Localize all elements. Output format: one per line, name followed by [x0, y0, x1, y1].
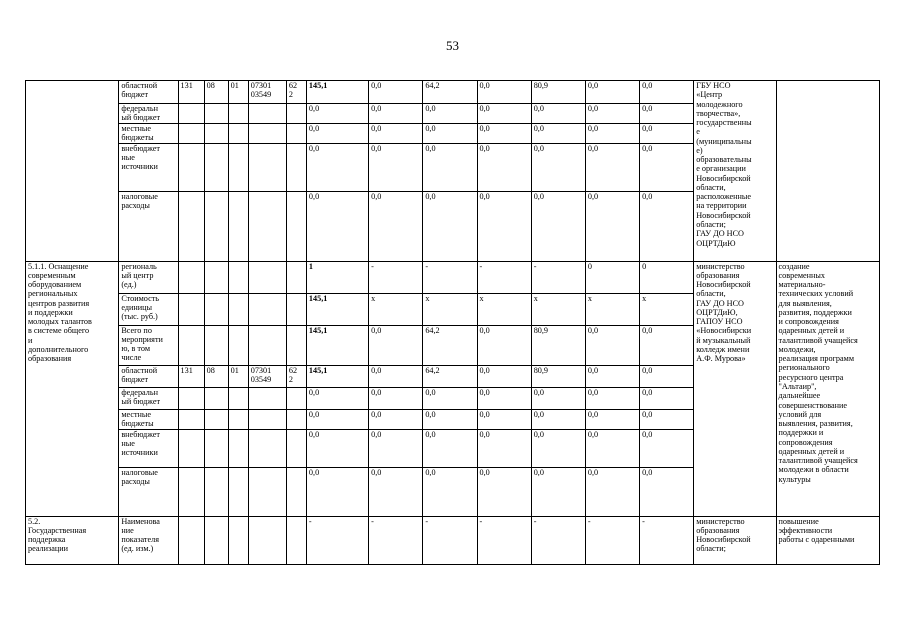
amount-cell: 145,1 — [306, 81, 368, 104]
budget-code-cell — [248, 123, 286, 143]
amount-cell: 0,0 — [640, 325, 694, 365]
amount-cell: 0,0 — [477, 123, 531, 143]
budget-code-cell — [248, 516, 286, 564]
amount-cell: 145,1 — [306, 365, 368, 387]
amount-cell: 0,0 — [423, 467, 477, 516]
amount-cell: 64,2 — [423, 81, 477, 104]
amount-cell: 80,9 — [531, 365, 585, 387]
program-table — [25, 80, 880, 565]
amount-cell: 1 — [306, 261, 368, 293]
budget-code-cell — [228, 143, 248, 191]
table-row — [26, 261, 880, 293]
budget-code-cell — [204, 261, 228, 293]
amount-cell: 0,0 — [585, 365, 639, 387]
budget-code-cell — [178, 191, 204, 261]
source-cell: местные бюджеты — [119, 123, 178, 143]
budget-code-cell — [228, 325, 248, 365]
budget-code-cell — [178, 325, 204, 365]
budget-code-cell — [286, 429, 306, 467]
amount-cell: 0,0 — [423, 104, 477, 124]
amount-cell: 0,0 — [423, 387, 477, 409]
budget-code-cell — [286, 409, 306, 429]
budget-code-cell — [248, 429, 286, 467]
budget-code-cell — [204, 143, 228, 191]
executor-cell: ГБУ НСО «Центр молодежного творчества», государственны е (муниципальны е) образовательны е организации Новосибирской области, расположенные на территории Новосибирской области; ГАУ ДО НСО ОЦРТДиЮ — [694, 81, 776, 262]
amount-cell: 0,0 — [585, 123, 639, 143]
amount-cell: 0,0 — [369, 123, 423, 143]
budget-code-cell — [228, 409, 248, 429]
budget-code-cell: 08 — [204, 81, 228, 104]
budget-code-cell — [204, 123, 228, 143]
budget-code-cell — [178, 293, 204, 325]
amount-cell: 0 — [640, 261, 694, 293]
amount-cell: 0,0 — [640, 191, 694, 261]
amount-cell: - — [306, 516, 368, 564]
amount-cell: 0,0 — [477, 325, 531, 365]
page-number: 53 — [446, 38, 459, 53]
amount-cell: - — [369, 261, 423, 293]
budget-code-cell — [286, 387, 306, 409]
result-cell: повышение эффективности работы с одаренными — [776, 516, 879, 564]
amount-cell: 0 — [585, 261, 639, 293]
amount-cell: 0,0 — [585, 387, 639, 409]
amount-cell: 0,0 — [640, 409, 694, 429]
amount-cell: х — [640, 293, 694, 325]
amount-cell: 0,0 — [369, 409, 423, 429]
budget-code-cell — [228, 429, 248, 467]
budget-code-cell — [228, 261, 248, 293]
amount-cell: 0,0 — [423, 409, 477, 429]
amount-cell: 0,0 — [423, 429, 477, 467]
budget-code-cell — [228, 516, 248, 564]
amount-cell: 0,0 — [369, 143, 423, 191]
amount-cell: 0,0 — [369, 365, 423, 387]
amount-cell: 0,0 — [477, 81, 531, 104]
source-cell: налоговые расходы — [119, 191, 178, 261]
amount-cell: 0,0 — [531, 123, 585, 143]
source-cell: областной бюджет — [119, 81, 178, 104]
amount-cell: 0,0 — [477, 143, 531, 191]
amount-cell: 64,2 — [423, 365, 477, 387]
measure-name-cell: 5.2. Государственная поддержка реализации — [26, 516, 119, 564]
budget-code-cell — [286, 104, 306, 124]
amount-cell: 0,0 — [640, 365, 694, 387]
amount-cell: 0,0 — [369, 81, 423, 104]
amount-cell: - — [531, 516, 585, 564]
source-cell: местные бюджеты — [119, 409, 178, 429]
amount-cell: х — [423, 293, 477, 325]
amount-cell: - — [477, 261, 531, 293]
executor-cell: министерство образования Новосибирской области; — [694, 516, 776, 564]
budget-code-cell — [204, 409, 228, 429]
budget-code-cell: 01 — [228, 81, 248, 104]
amount-cell: 0,0 — [585, 191, 639, 261]
executor-cell: министерство образования Новосибирской области, ГАУ ДО НСО ОЦРТДиЮ, ГАПОУ НСО «Новосибирски й музыкальный колледж имени А.Ф. Мурова» — [694, 261, 776, 516]
amount-cell: - — [477, 516, 531, 564]
budget-code-cell — [286, 261, 306, 293]
budget-code-cell — [204, 429, 228, 467]
budget-code-cell — [204, 516, 228, 564]
budget-code-cell — [178, 387, 204, 409]
budget-code-cell — [248, 325, 286, 365]
budget-code-cell: 62 2 — [286, 365, 306, 387]
amount-cell: 0,0 — [369, 429, 423, 467]
measure-name-cell: 5.1.1. Оснащение современным оборудованием региональных центров развития и поддержки молодых талантов в системе общего и дополнительного образования — [26, 261, 119, 516]
amount-cell: 0,0 — [531, 191, 585, 261]
source-cell: Всего по мероприяти ю, в том числе — [119, 325, 178, 365]
amount-cell: 0,0 — [531, 143, 585, 191]
amount-cell: - — [423, 261, 477, 293]
amount-cell: 0,0 — [531, 409, 585, 429]
amount-cell: 0,0 — [640, 104, 694, 124]
amount-cell: 80,9 — [531, 325, 585, 365]
result-cell — [776, 81, 879, 262]
budget-code-cell — [204, 104, 228, 124]
amount-cell: 0,0 — [306, 191, 368, 261]
amount-cell: 0,0 — [369, 387, 423, 409]
budget-code-cell — [248, 104, 286, 124]
budget-code-cell: 07301 03549 — [248, 81, 286, 104]
amount-cell: 0,0 — [306, 429, 368, 467]
budget-code-cell — [204, 467, 228, 516]
budget-code-cell: 08 — [204, 365, 228, 387]
amount-cell: 0,0 — [585, 409, 639, 429]
amount-cell: 0,0 — [531, 467, 585, 516]
measure-name-cell — [26, 81, 119, 262]
amount-cell: - — [369, 516, 423, 564]
amount-cell: х — [585, 293, 639, 325]
amount-cell: 0,0 — [306, 123, 368, 143]
amount-cell: 0,0 — [369, 467, 423, 516]
source-cell: налоговые расходы — [119, 467, 178, 516]
amount-cell: 0,0 — [369, 104, 423, 124]
amount-cell: 0,0 — [369, 325, 423, 365]
table-row — [26, 516, 880, 564]
budget-code-cell — [248, 387, 286, 409]
budget-code-cell — [178, 467, 204, 516]
budget-code-cell — [248, 261, 286, 293]
budget-code-cell — [228, 191, 248, 261]
budget-code-cell — [228, 387, 248, 409]
amount-cell: 0,0 — [640, 467, 694, 516]
budget-code-cell — [178, 143, 204, 191]
amount-cell: 80,9 — [531, 81, 585, 104]
source-cell: внебюджет ные источники — [119, 143, 178, 191]
amount-cell: 0,0 — [423, 143, 477, 191]
amount-cell: 0,0 — [423, 191, 477, 261]
amount-cell: 145,1 — [306, 293, 368, 325]
amount-cell: 0,0 — [306, 104, 368, 124]
budget-code-cell — [286, 325, 306, 365]
amount-cell: 0,0 — [531, 387, 585, 409]
amount-cell: 0,0 — [477, 365, 531, 387]
amount-cell: 0,0 — [369, 191, 423, 261]
amount-cell: 0,0 — [423, 123, 477, 143]
source-cell: Наименова ние показателя (ед. изм.) — [119, 516, 178, 564]
budget-code-cell: 131 — [178, 81, 204, 104]
amount-cell: 0,0 — [585, 325, 639, 365]
budget-code-cell — [286, 516, 306, 564]
budget-code-cell — [204, 325, 228, 365]
amount-cell: х — [477, 293, 531, 325]
source-cell: Стоимость единицы (тыс. руб.) — [119, 293, 178, 325]
amount-cell: 0,0 — [585, 81, 639, 104]
budget-code-cell — [204, 387, 228, 409]
amount-cell: 0,0 — [585, 143, 639, 191]
budget-code-cell — [248, 467, 286, 516]
amount-cell: 64,2 — [423, 325, 477, 365]
amount-cell: 0,0 — [306, 387, 368, 409]
budget-code-cell — [286, 467, 306, 516]
source-cell: федеральн ый бюджет — [119, 104, 178, 124]
amount-cell: - — [585, 516, 639, 564]
budget-code-cell — [178, 104, 204, 124]
amount-cell: 0,0 — [531, 104, 585, 124]
amount-cell: х — [369, 293, 423, 325]
source-cell: региональ ый центр (ед.) — [119, 261, 178, 293]
amount-cell: 0,0 — [585, 467, 639, 516]
amount-cell: 0,0 — [306, 143, 368, 191]
budget-code-cell — [248, 191, 286, 261]
amount-cell: - — [531, 261, 585, 293]
amount-cell: х — [531, 293, 585, 325]
source-cell: внебюджет ные источники — [119, 429, 178, 467]
amount-cell: 0,0 — [585, 104, 639, 124]
budget-code-cell: 07301 03549 — [248, 365, 286, 387]
amount-cell: 0,0 — [306, 467, 368, 516]
amount-cell: 0,0 — [640, 387, 694, 409]
budget-code-cell — [228, 104, 248, 124]
amount-cell: 0,0 — [306, 409, 368, 429]
budget-code-cell — [178, 409, 204, 429]
budget-code-cell — [248, 143, 286, 191]
amount-cell: 0,0 — [640, 81, 694, 104]
amount-cell: 0,0 — [585, 429, 639, 467]
budget-code-cell — [178, 429, 204, 467]
amount-cell: 145,1 — [306, 325, 368, 365]
amount-cell: 0,0 — [477, 104, 531, 124]
table-row — [26, 81, 880, 104]
budget-code-cell — [248, 293, 286, 325]
budget-code-cell — [178, 123, 204, 143]
budget-code-cell — [178, 516, 204, 564]
budget-code-cell — [286, 293, 306, 325]
budget-code-cell: 01 — [228, 365, 248, 387]
amount-cell: 0,0 — [477, 429, 531, 467]
amount-cell: - — [423, 516, 477, 564]
source-cell: областной бюджет — [119, 365, 178, 387]
amount-cell: - — [640, 516, 694, 564]
budget-code-cell — [286, 143, 306, 191]
amount-cell: 0,0 — [477, 467, 531, 516]
budget-code-cell — [286, 123, 306, 143]
amount-cell: 0,0 — [640, 143, 694, 191]
source-cell: федеральн ый бюджет — [119, 387, 178, 409]
budget-code-cell: 131 — [178, 365, 204, 387]
amount-cell: 0,0 — [640, 429, 694, 467]
result-cell: создание современных материально- технических условий для выявления, развития, поддержки и сопровождения одаренных детей и талантливой учащейся молодежи, реализация программ регионального ресурсного центра "Альтаир", дальнейшее совершенствование условий для выявления, развития, поддержки и сопровождения одаренных детей и талантливой учащейся молодежи в области культуры — [776, 261, 879, 516]
budget-code-cell — [178, 261, 204, 293]
budget-code-cell — [204, 191, 228, 261]
amount-cell: 0,0 — [477, 387, 531, 409]
budget-code-cell — [204, 293, 228, 325]
budget-code-cell — [286, 191, 306, 261]
amount-cell: 0,0 — [531, 429, 585, 467]
amount-cell: 0,0 — [640, 123, 694, 143]
budget-code-cell: 62 2 — [286, 81, 306, 104]
budget-code-cell — [228, 467, 248, 516]
budget-code-cell — [228, 293, 248, 325]
amount-cell: 0,0 — [477, 191, 531, 261]
budget-code-cell — [228, 123, 248, 143]
budget-code-cell — [248, 409, 286, 429]
amount-cell: 0,0 — [477, 409, 531, 429]
